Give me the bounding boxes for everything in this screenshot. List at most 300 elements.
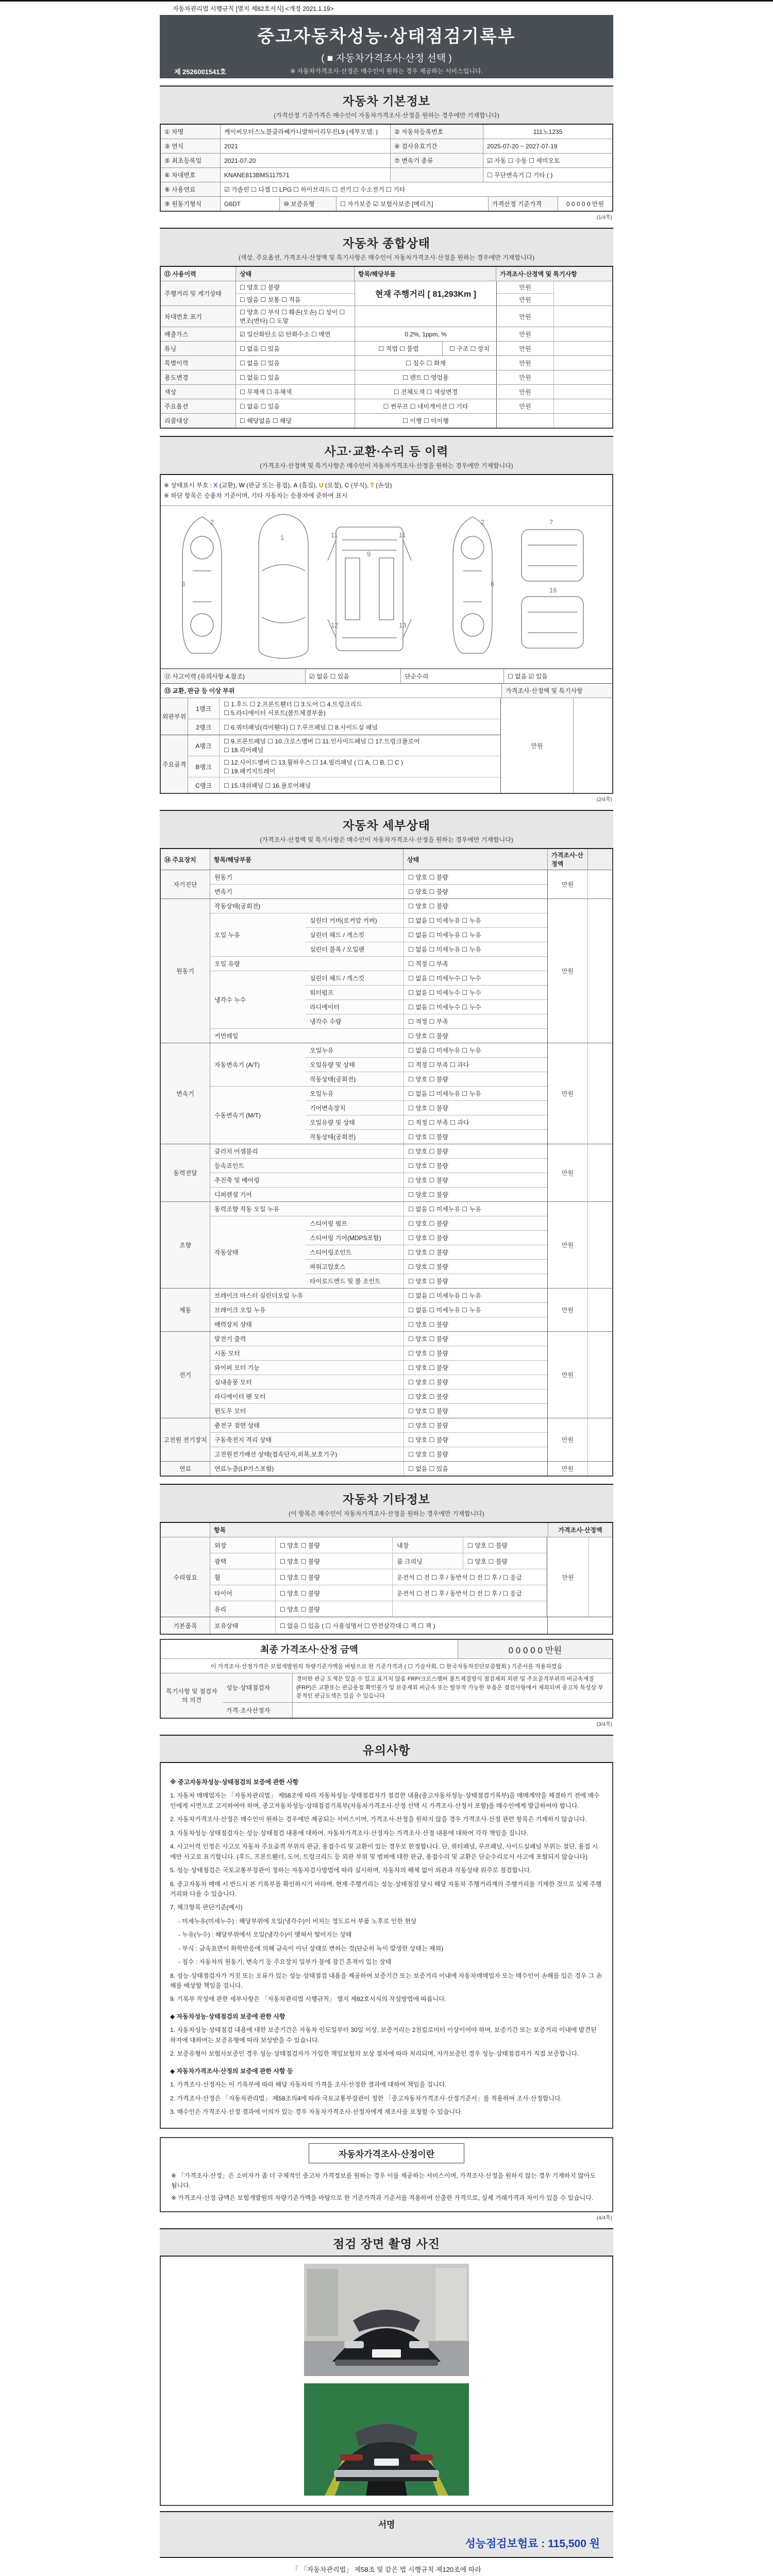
state-checkboxes: ☐ 없음 ☐ 있음: [240, 345, 280, 352]
sub-row: [306, 1129, 547, 1144]
legend-symbol-T: T: [370, 482, 374, 489]
detail-group: [161, 1461, 612, 1476]
detail-row: [210, 1462, 547, 1476]
item-label: 작동상태: [210, 1216, 306, 1288]
usage-label: 주행거리 및 계기상태: [161, 281, 236, 306]
rank-rows: [188, 735, 500, 793]
rank-label: C랭크: [188, 777, 219, 793]
fuel-label: ⑧ 사용연료: [161, 182, 220, 196]
rank-row: [188, 756, 500, 777]
inspection-insurance-fee: 성능점검보험료 : 115,500 원: [465, 2538, 600, 2550]
section-photos: [160, 2228, 613, 2257]
usage-price-col: [496, 370, 553, 384]
notice-item: 9. 기록부 작성에 관한 세부사항은 「자동차관리법 시행규칙」 별지 제82호서식의 작성방법에 따릅니다.: [170, 1995, 447, 2003]
usage-label: 색상: [161, 385, 236, 399]
detail-row: [210, 1360, 547, 1375]
device-rows: [210, 1202, 547, 1288]
state-checkboxes: ☐ 양호 ☐ 불량: [404, 1231, 547, 1245]
overall-row: [161, 370, 612, 384]
state-checkboxes: ☐ 없음 ☐ 미세누유 ☐ 누유: [404, 1289, 547, 1302]
state-checkboxes: ☐ 양호 ☐ 불량: [275, 1553, 392, 1569]
price-extra: [553, 281, 612, 306]
rank-item-line: ☐ 5.라디에이터 서포트(볼트체결부품): [224, 709, 326, 717]
usage-states: [236, 414, 355, 428]
overall-row: [161, 281, 612, 306]
notice-subitem: - 누유(누수) : 해당부위에서 오일(냉각수)이 맺혀서 떨어지는 상태: [178, 1931, 352, 1939]
price-cell: 만원: [547, 870, 587, 899]
notice-body: [160, 1763, 613, 2129]
price-extra: [587, 1043, 612, 1144]
svg-text:1: 1: [280, 534, 284, 541]
overall-row: [161, 384, 612, 399]
page-marker-4: (4/4쪽): [596, 2215, 612, 2222]
item-label: 자동변속기 (A/T): [210, 1043, 306, 1086]
item-label: 변속기: [210, 885, 404, 899]
section-notice: [160, 1735, 613, 1763]
device-label: 변속기: [161, 1043, 210, 1144]
item-label: 실내송풍 모터: [210, 1375, 404, 1389]
item-label: 원동기: [210, 870, 404, 884]
title-band: [160, 15, 613, 78]
sub-label: 작동상태(공회전): [306, 1072, 404, 1086]
usage-part: 현재 주행거리 [ 81,293Km ]: [355, 281, 496, 306]
price-extra: [553, 399, 612, 413]
simple-repair-label: 단순수리: [400, 669, 503, 683]
first-reg-label: ⑤ 최초등록일: [161, 154, 220, 167]
usage-part2: ☐ 구조 ☐ 장치: [442, 342, 496, 355]
device-label: 고전원 전기장치: [161, 1418, 210, 1461]
rank-price: 만원: [500, 698, 573, 793]
state-checkboxes: ☐ 양호 ☐ 불량: [404, 870, 547, 884]
document-number: 제 2526001541호: [174, 68, 227, 76]
accident-row: [161, 669, 612, 683]
appraiser-label: 가격·조사산정자: [223, 1703, 292, 1718]
detail-row: [210, 1043, 547, 1086]
device-rows: [210, 870, 547, 899]
state-checkboxes: ☐ 양호 ☐ 불량: [404, 1418, 547, 1432]
usage-states: [236, 385, 355, 399]
legend-prefix: ※ 상태표시 부호 :: [164, 482, 214, 489]
state-checkboxes: ☐ 양호 ☐ 불량: [463, 1537, 547, 1553]
notice-intro: ※ 중고자동차성능·상태점검의 보증에 관한 사항: [170, 1778, 299, 1786]
svg-text:16: 16: [549, 586, 557, 594]
sub-label: 스티어링 펌프: [306, 1216, 404, 1230]
price-extra: [553, 356, 612, 370]
sub-row: [306, 1014, 547, 1028]
overall-row: [161, 306, 612, 327]
detail-group: [161, 1331, 612, 1418]
state-checkboxes: ☐ 양호 ☐ 불량: [404, 1072, 547, 1086]
rank-item-line: ☐ 9.프론트패널 ☐ 10.크로스멤버 ☐ 11.인사이드패널 ☐ 17.트렁크플로어: [224, 738, 420, 745]
state-checkboxes: ☐ 양호 ☐ 불량: [404, 1101, 547, 1115]
item-label: 충전구 절연 상태: [210, 1418, 404, 1432]
usage-states: [236, 399, 355, 413]
price-cell: 만원: [519, 403, 531, 410]
sub-label: 오일누유: [306, 1087, 404, 1100]
section-title: 사고·교환·수리 등 이력: [324, 445, 449, 458]
final-price-note: 이 가격조사·산정가격은 보험개발원의 차량기준가액을 바탕으로 한 기준가격과 ( ☐ 기술사회, ☐ 한국자동차진단보증협회 ) 기준서를 적용하였음: [210, 1663, 563, 1670]
final-price-value: 0 0 0 0 0 만원: [458, 1640, 612, 1658]
section-overall-state: [160, 228, 613, 267]
sub-row: [306, 1087, 547, 1100]
repair-row: [210, 1553, 547, 1569]
detail-row: [210, 1418, 547, 1432]
state-checkboxes: ☐ 없음 ☐ 있음 ( ☐ 사용설명서 ☐ 안전삼각대 ☐ 잭 ☐ 잭 ): [275, 1617, 547, 1634]
item-label: 연료누출(LP가스포함): [210, 1462, 404, 1476]
repair-item: 광택: [210, 1553, 275, 1569]
rank-item-line: ☐ 6.쿼터패널(리어휀다) ☐ 7.루프패널 ☐ 8.사이드실 패널: [224, 723, 378, 731]
sub-row: [306, 927, 547, 942]
price-extra: [553, 342, 612, 355]
detail-row: [210, 1375, 547, 1389]
notice-section-b-item: 1. 가격조사·산정자는 이 기록부에 따라 해당 자동차의 가격을 조사·산정한 결과에 대하여 책임을 집니다.: [170, 2081, 447, 2089]
state-checkboxes: ☐ 양호 ☐ 불량: [404, 1361, 547, 1375]
detail-row: [210, 1432, 547, 1447]
item-label: 추진축 및 베어링: [210, 1173, 404, 1187]
sub-row: [306, 1057, 547, 1072]
price-cell: 만원: [547, 1418, 587, 1461]
notice-subitem: - 부식 : 금속표면이 화학반응에 의해 금속이 아닌 상태로 변하는 것(단순히 녹이 발생한 상태는 제외): [178, 1944, 444, 1952]
transmission-label-cont: [390, 168, 483, 182]
legend-symbol-A: A: [293, 482, 298, 489]
state-checkboxes: ☐ 양호 ☐ 불량: [240, 284, 280, 291]
svg-text:7: 7: [549, 518, 553, 526]
svg-text:2: 2: [210, 518, 214, 526]
rank-group-label: 외판부위: [161, 698, 188, 735]
price-extra: [587, 1462, 612, 1476]
device-rows: [210, 1144, 547, 1201]
state-checkboxes: ☐ 없음 ☐ 미세누유 ☐ 누유: [404, 1303, 547, 1317]
price-cell: 만원: [547, 1144, 587, 1201]
detail-group: [161, 1201, 612, 1288]
repair-item: 외장: [210, 1537, 275, 1553]
section-title: 유의사항: [362, 1743, 411, 1757]
notice-section-b-title: ◆ 자동차가격조사·산정의 보증에 관한 사항 등: [170, 2067, 293, 2075]
price-cell: 만원: [519, 374, 531, 381]
final-price-label: 최종 가격조사·산정 금액: [260, 1645, 358, 1655]
usage-price-col: [496, 306, 553, 327]
repair-rows: [210, 1537, 547, 1617]
overall-header-row: [161, 267, 612, 281]
overall-row: [161, 341, 612, 355]
transmission-line2: ☐ 무단변속기 ☐ 기타 ( ): [483, 168, 612, 182]
repair-group-label: 수리필요: [161, 1537, 210, 1617]
state-checkboxes: 운전석 ☐ 전 ☐ 후 / 동반석 ☐ 전 ☐ 후 / ☐ 응급: [392, 1585, 547, 1601]
sub-label: 실린더 헤드 / 개스킷: [306, 971, 404, 985]
detail-row: [210, 1144, 547, 1158]
state-checkboxes: ☐ 양호 ☐ 불량: [404, 1447, 547, 1461]
price-extra: [547, 1617, 612, 1634]
year-value: 2021: [220, 139, 390, 153]
detail-row: [210, 1216, 547, 1288]
detail-row: [210, 1389, 547, 1403]
price-extra: [553, 414, 612, 428]
state-checkboxes: ☐ 양호 ☐ 불량: [404, 1029, 547, 1043]
item-label: 브레이크 마스터 실린더오일 누유: [210, 1289, 404, 1302]
simple-repair-state: ☐ 없음 ☑ 있음: [503, 669, 612, 683]
document-subnote: ※ 자동차가격조사·산정은 매수인이 원하는 경우 제공하는 서비스입니다.: [290, 67, 483, 75]
car-diagram-svg: [161, 509, 612, 664]
usage-label: 주요옵션: [161, 399, 236, 413]
detail-row: [210, 899, 547, 913]
history-notes: [161, 475, 612, 506]
pricing-info-title: 자동차가격조사·산정이란: [309, 2143, 464, 2163]
sub-row: [306, 985, 547, 999]
notice-section-a-title: ◆ 자동차성능·상태점검의 보증에 관한 사항: [170, 2012, 285, 2020]
warranty-label: ⑩ 보증유형: [279, 197, 336, 211]
state-checkboxes: ☐ 없음 ☐ 미세누유 ☐ 누유: [404, 913, 547, 927]
usage-part: ☐ 전체도색 ☐ 색상변경: [355, 385, 496, 399]
exchange-header-row: [161, 683, 612, 698]
legend-symbol-U: U: [318, 482, 324, 489]
detail-row: [210, 1158, 547, 1173]
detail-row: [210, 884, 547, 899]
repair-item: 휠: [210, 1569, 275, 1585]
history-table: [160, 475, 613, 794]
repair-group: [161, 1537, 612, 1617]
sub-row: [306, 1259, 547, 1274]
sub-row: [306, 999, 547, 1014]
rank-label: 1랭크: [188, 698, 219, 719]
detail-row: [210, 1173, 547, 1187]
state-checkboxes: ☐ 양호 ☐ 불량: [404, 1245, 547, 1259]
rank-label: 2랭크: [188, 719, 219, 735]
detail-header-extra: [587, 849, 612, 870]
usage-label: 차대번호 표기: [161, 306, 236, 327]
accident-state: ☑ 없음 ☐ 있음: [305, 669, 400, 683]
price-cell: 만원: [547, 899, 587, 1043]
rank-item-line: ☐ 18.리어패널: [224, 747, 264, 754]
final-price-block: [160, 1639, 613, 1719]
state-checkboxes: ☐ 없음 ☐ 미세누유 ☐ 누유: [404, 928, 547, 942]
item-label: 와이퍼 모터 기능: [210, 1361, 404, 1375]
price-extra: [587, 1202, 612, 1288]
item-label: 수동변속기 (M/T): [210, 1087, 306, 1144]
section-title: 자동차 기타정보: [343, 1493, 430, 1506]
engine-value: G6DT: [220, 197, 279, 211]
accident-label: ⑫ 사고이력 (유의사항 4.참조): [161, 669, 305, 683]
photo-front-view: [304, 2264, 469, 2376]
usage-part: ☐ 이행 ☐ 미이행: [355, 414, 496, 428]
state-checkboxes: ☐ 많음 ☐ 보통 ☐ 적음: [236, 293, 355, 306]
state-checkboxes: ☐ 양호 ☐ 불량: [404, 1274, 547, 1288]
overall-row: [161, 355, 612, 370]
legend-desc: (부식),: [349, 482, 371, 489]
usage-price-col: [496, 399, 553, 413]
price-extra: [587, 1332, 612, 1418]
notice-subitem: - 미세누유(미세누수) : 해당부위에 오일(냉각수)이 비치는 정도로서 부품 노후로 인한 현상: [178, 1917, 417, 1925]
price-cell: 만원: [519, 313, 531, 320]
legend-symbol-W: W: [239, 482, 245, 489]
section-basic-info: [160, 86, 613, 125]
rank-row: [188, 735, 500, 756]
item-label: 작동상태(공회전): [210, 899, 404, 913]
sub-row: [306, 1043, 547, 1057]
overall-header: 상태: [236, 267, 354, 281]
item-label: 윈도우 모터: [210, 1404, 404, 1418]
device-label: 전기: [161, 1332, 210, 1418]
other-info-table: [160, 1523, 613, 1635]
sub-label: 오일누유: [306, 1043, 404, 1057]
overall-row: [161, 399, 612, 413]
price-header: 가격조사·산정액 및 특기사항: [501, 684, 612, 698]
price-cell: 만원: [547, 1043, 587, 1144]
opinion-label: 특기사항 및 점검자의 의견: [161, 1673, 223, 1718]
overall-header: ⑪ 사용이력: [161, 267, 236, 281]
state-checkboxes: ☐ 양호 ☐ 불량: [404, 1144, 547, 1158]
rank-row: [188, 719, 500, 735]
appraiser-opinion: [292, 1703, 612, 1718]
state-checkboxes: ☐ 양호 ☐ 불량: [404, 1433, 547, 1447]
detail-header: 가격조사·산정액: [547, 849, 587, 870]
inspect-label: ④ 검사유효기간: [390, 139, 483, 153]
other-header-row: [161, 1523, 612, 1537]
usage-states: [236, 370, 355, 384]
rank-item-line: ☐ 15.대쉬패널 ☐ 16.플로어패널: [224, 782, 311, 789]
rank-items: [219, 777, 500, 793]
pricing-info-box: [160, 2137, 613, 2212]
detail-row: [210, 971, 547, 1028]
state-checkboxes: ☐ 양호 ☐ 불량: [275, 1601, 392, 1617]
price-cell: 만원: [547, 1537, 589, 1617]
reg-no-label: ② 자동차등록번호: [390, 125, 483, 139]
state-checkboxes: ☐ 해당없음 ☐ 해당: [240, 417, 292, 425]
price-extra: [587, 870, 612, 899]
price-cell: 만원: [497, 293, 553, 306]
state-checkboxes: ☐ 없음 ☐ 미세누수 ☐ 누수: [404, 1000, 547, 1014]
legend-desc: (교환),: [217, 482, 239, 489]
svg-text:3: 3: [181, 580, 186, 588]
usage-part: ☐ 썬루프 ☐ 네비게이션 ☐ 기타: [355, 399, 496, 413]
inspector-opinion: 경미한 판금 도색은 있을 수 있고 표기치 않음 FRP/크로스멤버 볼트체결방식 점검제외 외판 및 주요골격부위의 비금속재질(FRP)은 교환또는 판금용접 확인불가 및 보증제외 비금속 또는 탈부착 가능한 부품은 점검사항에서 제외되며 중고차 특성상 부분적인 판금도색은 있을 수 있습니다.: [292, 1673, 612, 1702]
section-title: 자동차 종합상태: [343, 236, 430, 250]
price-cell: 만원: [547, 1462, 587, 1476]
price-extra: [589, 1537, 612, 1617]
rank-item-line: ☐ 19.패키지트레이: [224, 768, 276, 775]
repair-item: 타이어: [210, 1585, 275, 1601]
state-checkboxes: ☐ 양호 ☐ 불량: [404, 1159, 547, 1173]
transmission-label: ⑦ 변속기 종류: [390, 154, 483, 167]
sub-label: 실린더 블록 / 오일팬: [306, 942, 404, 956]
state-checkboxes: ☐ 없음 ☐ 있음: [240, 360, 280, 367]
sub-row: [306, 1115, 547, 1129]
detail-row: [210, 1202, 547, 1216]
item-label: 오일 누유: [210, 913, 306, 956]
usage-label: 용도변경: [161, 370, 236, 384]
rank-items: [219, 735, 500, 756]
notice-item: 3. 자동차성능·상태점검자는 성능·상태점검 내용에 대하여, 자동차가격조사·산정자는 가격조사·산정 내용에 대하여 각각 책임을 집니다.: [170, 1829, 529, 1837]
state-checkboxes: ☐ 없음 ☐ 있음: [404, 1462, 547, 1476]
legend-desc: (흠집),: [297, 482, 319, 489]
section-subtitle: (이 항목은 매수인이 자동차가격조사·산정을 원하는 경우에만 기재합니다): [289, 1510, 484, 1517]
legend-desc: (요철),: [323, 482, 345, 489]
usage-label: 튜닝: [161, 342, 236, 355]
history-note2: ※ 하단 항목은 승용차 기준이며, 기타 자동차는 승용차에 준하여 표시: [164, 492, 348, 499]
device-rows: [210, 1418, 547, 1461]
sub-label: 기어변속장치: [306, 1101, 404, 1115]
detail-row: [210, 1187, 547, 1201]
section-title: 자동차 세부상태: [343, 819, 430, 832]
detail-row: [210, 1028, 547, 1043]
photo-rear-view: [304, 2383, 469, 2496]
usage-states: [236, 281, 355, 306]
overall-state-table: [160, 267, 613, 429]
usage-part: 0.2%, 1ppm, %: [355, 327, 496, 341]
detail-row: [210, 956, 547, 971]
document-title: 중고자동차성능·상태점검기록부: [257, 27, 516, 46]
pricing-info-paragraph: ※ 가격조사·산정 금액은 보험개발원의 차량기준가액을 바탕으로 한 기준가격과 기준서를 적용하여 산출한 가격으로, 실제 거래가격과 차이가 있을 수 있습니다.: [171, 2194, 594, 2201]
price-cell: 만원: [519, 284, 531, 291]
usage-price-col: [496, 414, 553, 428]
notice-item: 6. 중고자동차 매매 시 반드시 본 기록부를 확인하시기 바라며, 현재 주행거리는 성능·상태점검 당시 해당 자동차 주행거리계의 주행거리를 기재한 것으로 실제 주행거리와 다를 수 있습니다.: [170, 1880, 602, 1897]
overall-row: [161, 327, 612, 341]
detail-header-row: [161, 849, 612, 870]
rank-price-extra: [573, 698, 612, 793]
sub-row: [306, 1072, 547, 1086]
basic-item: 보유상태: [210, 1617, 275, 1634]
state-checkboxes: ☐ 양호 ☐ 불량: [404, 1216, 547, 1230]
usage-part: ☐ 적법 ☐ 불법: [355, 342, 442, 355]
signature-title: 서명: [378, 2520, 395, 2530]
usage-part: ☐ 침수 ☐ 화재: [355, 356, 496, 370]
state-checkboxes: ☐ 적정 ☐ 부족: [404, 1014, 547, 1028]
state-checkboxes: ☐ 양호 ☐ 불량: [275, 1585, 392, 1601]
price-extra: [587, 1418, 612, 1461]
state-checkboxes: ☐ 양호 ☐ 부식 ☐ 훼손(오손) ☐ 상이 ☐ 변조(변타) ☐ 도말: [240, 309, 345, 325]
price-extra: [553, 306, 612, 327]
price-cell: 만원: [519, 388, 531, 396]
device-label: 원동기: [161, 899, 210, 1043]
state-checkboxes: ☐ 적정 ☐ 부족: [404, 957, 547, 971]
price-extra: [553, 385, 612, 399]
item-label: 배력장치 상태: [210, 1317, 404, 1331]
section-history: [160, 436, 613, 475]
state-checkboxes: ☐ 양호 ☐ 불량: [404, 1346, 547, 1360]
legend-symbol-X: X: [213, 482, 218, 489]
base-price-value: 0 0 0 0 0 만원: [558, 197, 612, 211]
rank-items: [219, 719, 500, 735]
fuel-value: ☑ 가솔린 ☐ 디젤 ☐ LPG ☐ 하이브리드 ☐ 전기 ☐ 수소전기 ☐ 기타: [220, 182, 612, 196]
notice-item: 1. 자동차 매매업자는 「자동차관리법」 제58조에 따라 자동차성능·상태점검자가 점검한 내용(중고자동차성능·상태점검기록부)을 매매계약을 체결하기 전에 매수인에게 서면으로 고지하여야 하며, 중고자동차성능·상태점검기록부(자동차가격조사·산정 선택 시 가격조사·산정서 포함)를 매수인에게 발급하여야 합니다.: [170, 1792, 600, 1809]
state-symbol-legend: [164, 481, 609, 489]
engine-label: ⑨ 원동기형식: [161, 197, 220, 211]
detail-group: [161, 1144, 612, 1201]
state-checkboxes: ☐ 양호 ☐ 불량: [404, 1260, 547, 1274]
state-checkboxes: ☐ 양호 ☐ 불량: [404, 1404, 547, 1418]
notice-section-a-item: 2. 보증유형이 보험사보증인 경우 성능·상태점검자가 가입한 책임보험의 보상 절차에 따라 처리되며, 자가보증인 경우 성능·상태점검자가 직접 보증합니다.: [170, 2050, 579, 2058]
detail-header: 항목/해당부품: [210, 849, 403, 870]
detail-header: 상태: [403, 849, 547, 870]
sub-row: [306, 942, 547, 956]
sub-label: 냉각수 수량: [306, 1014, 404, 1028]
rank-items: [219, 756, 500, 777]
usage-price-col: [496, 385, 553, 399]
basic-items-row: [161, 1617, 612, 1634]
price-extra: [587, 899, 612, 1043]
detail-group: [161, 1418, 612, 1461]
svg-text:6: 6: [491, 580, 495, 588]
state-checkboxes: ☐ 없음 ☐ 미세누유 ☐ 누유: [404, 1043, 547, 1057]
rank-item-line: ☐ 12.사이드멤버 ☐ 13.휠하우스 ☐ 14.필러패널 ( ☐ A, ☐ B, ☐ C ): [224, 759, 403, 766]
state-checkboxes: ☐ 양호 ☐ 불량: [275, 1569, 392, 1585]
detail-state-table: [160, 849, 613, 1477]
state-checkboxes: ☐ 없음 ☐ 미세누유 ☐ 누유: [404, 1087, 547, 1100]
state-checkboxes: ☐ 양호 ☐ 불량: [404, 1317, 547, 1331]
state-checkboxes: ☐ 양호 ☐ 불량: [404, 1188, 547, 1201]
svg-text:11: 11: [399, 531, 406, 539]
car-name-label: ① 차명: [161, 125, 220, 139]
device-rows: [210, 899, 547, 1043]
